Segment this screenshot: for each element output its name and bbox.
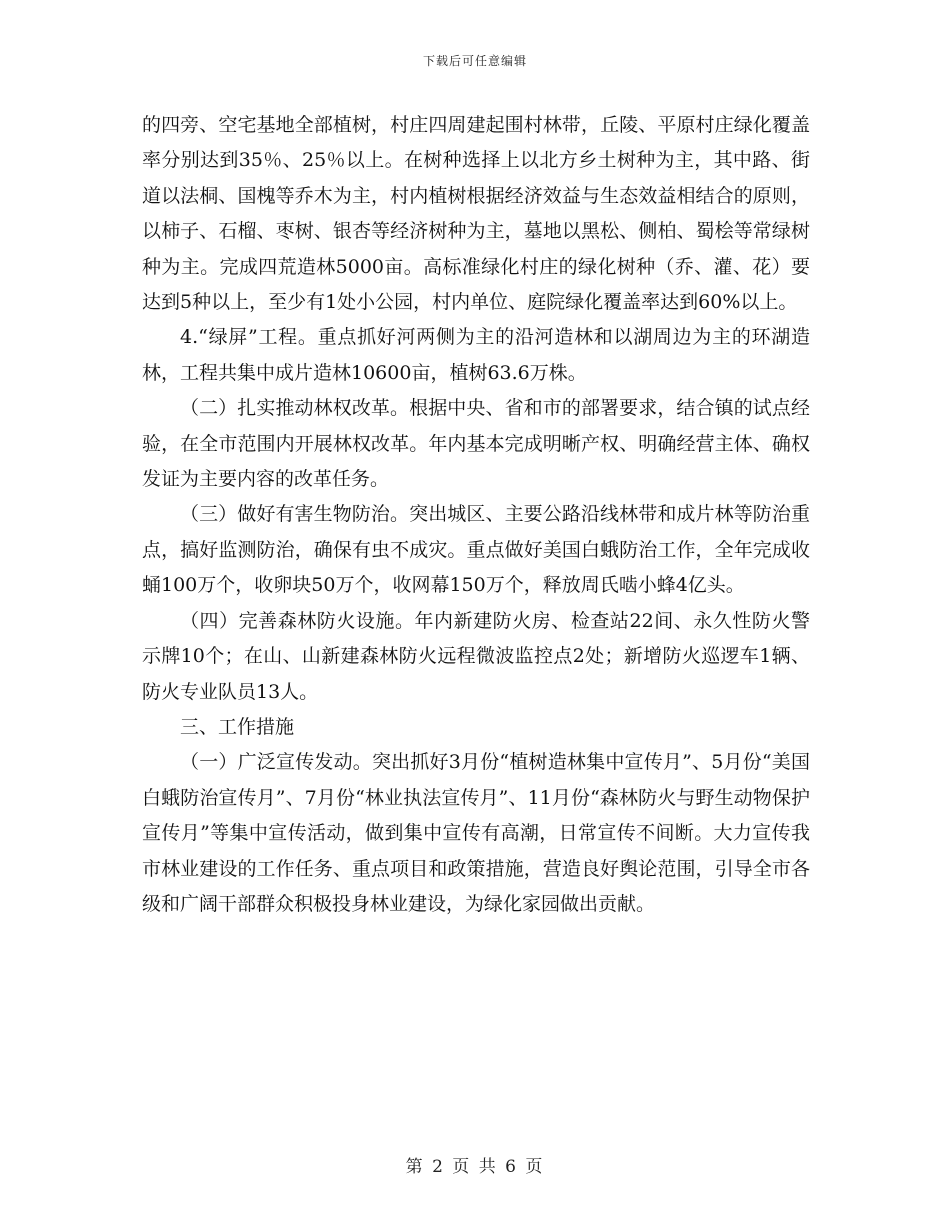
document-body (142, 108, 810, 922)
page-header: 下载后可任意编辑 (422, 54, 527, 68)
section-heading-work-measures: 三、工作措施 (180, 715, 295, 738)
paragraph-village-greening: 的四旁、空宅基地全部植树，村庄四周建起围村林带，丘陵、平原村庄绿化覆盖率分别达到35％、25％以上。在树种选择上以北方乡土树种为主，其中路、街道以法桐、国槐等乔木为主，村内植树根据经济效益与生态效益相结合的原则，以柿子、石榴、枣树、银杏等经济树种为主，墓地以黑松、侧柏、蜀桧等常绿树种为主。完成四荒造林5000亩。高标准绿化村庄的绿化树种（乔、灌、花）要达到5种以上，至少有1处小公园，村内单位、庭院绿化覆盖率达到60%以上。 (142, 114, 810, 314)
page-number: 第 2 页 共 6 页 (405, 1157, 545, 1177)
paragraph-publicity: （一）广泛宣传发动。突出抓好3月份“植树造林集中宣传月”、5月份“美国白蛾防治宣传月”、7月份“林业执法宣传月”、11月份“森林防火与野生动物保护宣传月”等集中宣传活动，做到集中宣传有高潮，日常宣传不间断。大力宣传我市林业建设的工作任务、重点项目和政策措施，营造良好舆论范围，引导全市各级和广阔干部群众积极投身林业建设，为绿化家园做出贡献。 (142, 751, 810, 915)
paragraph-fire-prevention: （四）完善森林防火设施。年内新建防火房、检查站22间、永久性防火警示牌10个；在山、山新建森林防火远程微波监控点2处；新增防火巡逻车1辆、防火专业队员13人。 (142, 609, 810, 703)
paragraph-forest-rights-reform: （二）扎实推动林权改革。根据中央、省和市的部署要求，结合镇的试点经验，在全市范围内开展林权改革。年内基本完成明晰产权、明确经营主体、确权发证为主要内容的改革任务。 (142, 397, 810, 491)
paragraph-green-screen-project: 4.“绿屏”工程。重点抓好河两侧为主的沿河造林和以湖周边为主的环湖造林，工程共集中成片造林10600亩，植树63.6万株。 (142, 326, 810, 384)
paragraph-pest-control: （三）做好有害生物防治。突出城区、主要公路沿线林带和成片林等防治重点，搞好监测防治，确保有虫不成灾。重点做好美国白蛾防治工作，全年完成收蛹100万个，收卵块50万个，收网幕150万个，释放周氏啮小蜂4亿头。 (142, 503, 810, 597)
